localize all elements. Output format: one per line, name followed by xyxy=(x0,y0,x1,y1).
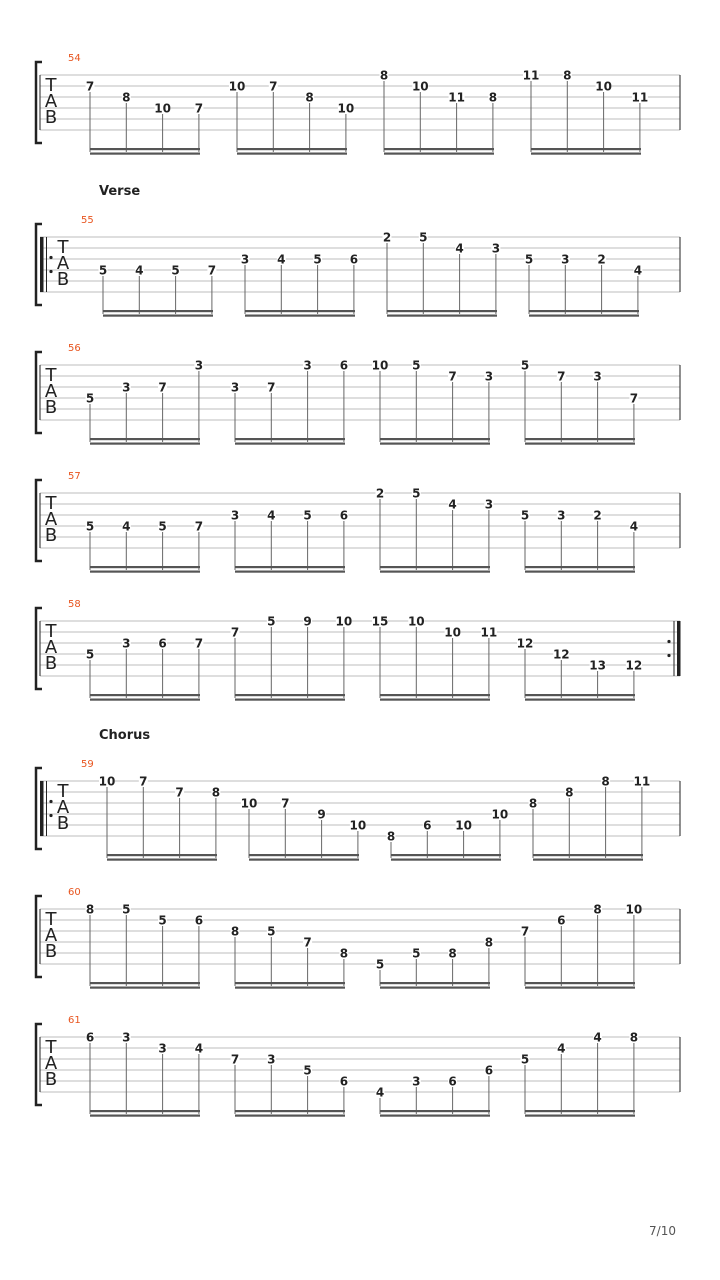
fret-number: 3 xyxy=(122,636,131,651)
system-bracket xyxy=(36,896,42,977)
beam xyxy=(533,859,643,861)
fret-number: 8 xyxy=(386,829,396,844)
fret-number: 7 xyxy=(267,380,276,395)
fret-number: 4 xyxy=(194,1041,204,1056)
repeat-start-thick-bar xyxy=(40,237,44,292)
fret-number: 3 xyxy=(230,508,240,523)
fret-number: 4 xyxy=(277,252,286,267)
fret-number: 12 xyxy=(516,636,534,651)
page-number: 7/10 xyxy=(649,1224,676,1238)
fret-number: 8 xyxy=(305,90,314,105)
fret-number: 10 xyxy=(444,625,461,640)
fret-number: 5 xyxy=(520,1052,530,1067)
tab-clef-letter: T xyxy=(45,621,57,642)
beam xyxy=(90,982,200,984)
tab-clef-letter: B xyxy=(56,813,70,834)
beam xyxy=(90,153,200,155)
beam xyxy=(525,699,635,701)
beam xyxy=(237,153,347,155)
tab-clef-letter: A xyxy=(44,925,58,946)
fret-number: 3 xyxy=(561,252,570,267)
beam xyxy=(380,571,490,573)
fret-number: 8 xyxy=(379,68,389,83)
beam xyxy=(90,148,200,150)
fret-number: 10 xyxy=(240,796,258,811)
beam xyxy=(525,982,635,984)
fret-number: 8 xyxy=(528,796,538,811)
fret-number: 8 xyxy=(339,946,349,961)
beam xyxy=(235,987,345,989)
fret-number: 3 xyxy=(303,358,312,373)
tab-system xyxy=(36,184,680,317)
repeat-start-thick-bar xyxy=(40,781,44,836)
measure-number: 54 xyxy=(68,53,81,64)
repeat-dot xyxy=(49,270,52,273)
fret-number: 10 xyxy=(455,818,472,833)
fret-number: 5 xyxy=(85,519,95,534)
fret-number: 3 xyxy=(230,380,240,395)
repeat-dot xyxy=(49,256,52,259)
fret-number: 10 xyxy=(337,101,355,116)
fret-number: 10 xyxy=(595,79,612,94)
system-bracket xyxy=(36,608,42,689)
fret-number: 5 xyxy=(412,486,421,501)
fret-number: 8 xyxy=(565,785,574,800)
beam xyxy=(380,699,490,701)
fret-number: 8 xyxy=(122,90,131,105)
tab-clef-letter: T xyxy=(45,75,57,96)
beam xyxy=(90,438,200,440)
fret-number: 5 xyxy=(158,913,167,928)
fret-number: 9 xyxy=(317,807,326,822)
beam xyxy=(380,694,490,696)
beam xyxy=(107,854,217,856)
fret-number: 6 xyxy=(194,913,204,928)
fret-number: 4 xyxy=(122,519,131,534)
fret-number: 10 xyxy=(98,774,116,789)
tab-clef-letter: A xyxy=(44,91,58,112)
beam xyxy=(90,1115,200,1117)
fret-number: 10 xyxy=(154,101,171,116)
fret-number: 6 xyxy=(85,1030,95,1045)
fret-number: 5 xyxy=(412,946,421,961)
fret-number: 5 xyxy=(85,391,95,406)
fret-number: 8 xyxy=(629,1030,639,1045)
fret-number: 8 xyxy=(211,785,221,800)
fret-number: 12 xyxy=(625,658,643,673)
fret-number: 7 xyxy=(557,369,566,384)
beam xyxy=(525,987,635,989)
beam xyxy=(249,859,359,861)
fret-number: 5 xyxy=(158,519,167,534)
fret-number: 2 xyxy=(382,230,392,245)
beam xyxy=(380,1110,490,1112)
fret-number: 3 xyxy=(267,1052,276,1067)
beam xyxy=(90,1110,200,1112)
tab-clef-letter: A xyxy=(44,637,58,658)
fret-number: 7 xyxy=(303,935,312,950)
tab-clef-letter: A xyxy=(44,1053,58,1074)
measure-number: 59 xyxy=(81,759,94,770)
beam xyxy=(525,571,635,573)
fret-number: 5 xyxy=(267,614,276,629)
fret-number: 10 xyxy=(491,807,509,822)
beam xyxy=(235,438,345,440)
fret-number: 8 xyxy=(85,902,95,917)
beam xyxy=(380,438,490,440)
beam xyxy=(529,315,639,317)
fret-number: 10 xyxy=(349,818,367,833)
fret-number: 5 xyxy=(267,924,276,939)
repeat-dot xyxy=(667,640,670,643)
fret-number: 4 xyxy=(448,497,457,512)
beam xyxy=(103,315,213,317)
fret-number: 5 xyxy=(412,358,421,373)
fret-number: 6 xyxy=(339,358,349,373)
tab-clef-letter: T xyxy=(45,1037,57,1058)
beam xyxy=(380,1115,490,1117)
beam xyxy=(380,443,490,445)
repeat-dot xyxy=(667,654,670,657)
system-bracket xyxy=(36,352,42,433)
tab-clef-letter: B xyxy=(44,107,58,128)
fret-number: 3 xyxy=(122,1030,131,1045)
fret-number: 6 xyxy=(339,508,349,523)
beam xyxy=(533,854,643,856)
fret-number: 3 xyxy=(557,508,566,523)
fret-number: 8 xyxy=(601,774,610,789)
measure-number: 57 xyxy=(68,471,81,482)
beam xyxy=(235,443,345,445)
tab-clef-letter: A xyxy=(44,509,58,530)
beam xyxy=(235,1115,345,1117)
beam xyxy=(235,699,345,701)
beam xyxy=(380,982,490,984)
fret-number: 4 xyxy=(557,1041,566,1056)
beam xyxy=(525,438,635,440)
fret-number: 7 xyxy=(139,774,148,789)
repeat-dot xyxy=(49,814,52,817)
fret-number: 7 xyxy=(85,79,95,94)
fret-number: 10 xyxy=(228,79,246,94)
fret-number: 3 xyxy=(194,358,204,373)
fret-number: 7 xyxy=(281,796,290,811)
beam xyxy=(249,854,359,856)
fret-number: 10 xyxy=(407,614,425,629)
beam xyxy=(245,315,355,317)
tab-system xyxy=(36,343,680,445)
fret-number: 13 xyxy=(589,658,606,673)
fret-number: 7 xyxy=(269,79,278,94)
beam xyxy=(531,148,641,150)
fret-number: 10 xyxy=(625,902,643,917)
tab-clef-letter: A xyxy=(44,381,58,402)
fret-number: 3 xyxy=(491,241,501,256)
fret-number: 11 xyxy=(633,774,651,789)
fret-number: 11 xyxy=(631,90,649,105)
beam xyxy=(90,566,200,568)
tab-system xyxy=(36,599,681,701)
tab-clef-letter: B xyxy=(44,941,58,962)
beam xyxy=(90,443,200,445)
fret-number: 2 xyxy=(597,252,606,267)
fret-number: 5 xyxy=(419,230,428,245)
section-label: Verse xyxy=(99,184,141,199)
beam xyxy=(90,571,200,573)
repeat-dot xyxy=(49,800,52,803)
fret-number: 5 xyxy=(85,647,95,662)
beam xyxy=(525,1115,635,1117)
tab-clef-letter: B xyxy=(44,397,58,418)
beam xyxy=(380,987,490,989)
fret-number: 5 xyxy=(375,957,385,972)
fret-number: 8 xyxy=(593,902,602,917)
fret-number: 5 xyxy=(98,263,108,278)
tab-clef-letter: B xyxy=(44,1069,58,1090)
tab-clef-letter: A xyxy=(56,253,70,274)
beam xyxy=(103,310,213,312)
fret-number: 5 xyxy=(520,508,530,523)
fret-number: 4 xyxy=(375,1085,385,1100)
fret-number: 5 xyxy=(524,252,534,267)
fret-number: 9 xyxy=(303,614,312,629)
fret-number: 8 xyxy=(563,68,572,83)
system-bracket xyxy=(36,62,42,143)
measure-number: 58 xyxy=(68,599,81,610)
beam xyxy=(525,443,635,445)
fret-number: 10 xyxy=(411,79,429,94)
fret-number: 7 xyxy=(158,380,167,395)
tab-clef-letter: B xyxy=(44,525,58,546)
fret-number: 5 xyxy=(171,263,180,278)
fret-number: 4 xyxy=(455,241,464,256)
tab-clef-letter: B xyxy=(56,269,70,290)
fret-number: 7 xyxy=(194,101,204,116)
fret-number: 4 xyxy=(593,1030,602,1045)
fret-number: 6 xyxy=(557,913,566,928)
tab-system xyxy=(36,1015,680,1117)
beam xyxy=(235,571,345,573)
beam xyxy=(384,153,494,155)
fret-number: 2 xyxy=(593,508,602,523)
fret-number: 3 xyxy=(484,369,494,384)
beam xyxy=(384,148,494,150)
fret-number: 6 xyxy=(349,252,359,267)
tab-clef-letter: T xyxy=(45,909,57,930)
fret-number: 5 xyxy=(520,358,530,373)
fret-number: 12 xyxy=(552,647,570,662)
beam xyxy=(525,566,635,568)
fret-number: 6 xyxy=(158,636,167,651)
tab-clef-letter: T xyxy=(57,237,69,258)
beam xyxy=(235,1110,345,1112)
beam xyxy=(380,566,490,568)
fret-number: 15 xyxy=(371,614,389,629)
tab-clef-letter: T xyxy=(57,781,69,802)
section-label: Chorus xyxy=(99,728,151,743)
fret-number: 7 xyxy=(230,1052,240,1067)
fret-number: 5 xyxy=(303,508,312,523)
beam xyxy=(391,859,501,861)
fret-number: 4 xyxy=(135,263,144,278)
fret-number: 7 xyxy=(194,636,204,651)
fret-number: 3 xyxy=(240,252,250,267)
fret-number: 2 xyxy=(375,486,385,501)
fret-number: 5 xyxy=(303,1063,312,1078)
tab-system xyxy=(36,471,680,573)
fret-number: 6 xyxy=(423,818,432,833)
fret-number: 5 xyxy=(313,252,322,267)
fret-number: 7 xyxy=(520,924,530,939)
measure-number: 55 xyxy=(81,215,94,226)
tab-system xyxy=(36,53,680,155)
fret-number: 8 xyxy=(230,924,240,939)
beam xyxy=(245,310,355,312)
fret-number: 4 xyxy=(629,519,639,534)
system-bracket xyxy=(36,480,42,561)
fret-number: 10 xyxy=(371,358,389,373)
fret-number: 10 xyxy=(335,614,353,629)
fret-number: 7 xyxy=(230,625,240,640)
fret-number: 7 xyxy=(448,369,457,384)
beam xyxy=(235,566,345,568)
measure-number: 60 xyxy=(68,887,81,898)
fret-number: 11 xyxy=(522,68,540,83)
fret-number: 11 xyxy=(480,625,498,640)
fret-number: 7 xyxy=(207,263,217,278)
system-bracket xyxy=(36,1024,42,1105)
fret-number: 3 xyxy=(158,1041,167,1056)
fret-number: 8 xyxy=(488,90,498,105)
fret-number: 6 xyxy=(448,1074,457,1089)
beam xyxy=(235,982,345,984)
tab-system xyxy=(36,728,680,861)
beam xyxy=(529,310,639,312)
fret-number: 8 xyxy=(484,935,494,950)
beam xyxy=(387,315,497,317)
beam xyxy=(90,987,200,989)
measure-number: 61 xyxy=(68,1015,81,1026)
tab-clef-letter: B xyxy=(44,653,58,674)
tab-system xyxy=(36,887,680,989)
beam xyxy=(235,694,345,696)
fret-number: 8 xyxy=(448,946,457,961)
fret-number: 4 xyxy=(633,263,643,278)
beam xyxy=(525,1110,635,1112)
fret-number: 7 xyxy=(629,391,639,406)
fret-number: 7 xyxy=(175,785,184,800)
tab-clef-letter: T xyxy=(45,365,57,386)
beam xyxy=(90,699,200,701)
tab-clef-letter: T xyxy=(45,493,57,514)
fret-number: 5 xyxy=(122,902,131,917)
beam xyxy=(531,153,641,155)
fret-number: 7 xyxy=(194,519,204,534)
beam xyxy=(107,859,217,861)
fret-number: 11 xyxy=(448,90,465,105)
beam xyxy=(391,854,501,856)
fret-number: 6 xyxy=(484,1063,494,1078)
fret-number: 3 xyxy=(412,1074,421,1089)
beam xyxy=(237,148,347,150)
fret-number: 6 xyxy=(339,1074,349,1089)
beam xyxy=(525,694,635,696)
beam xyxy=(90,694,200,696)
beam xyxy=(387,310,497,312)
measure-number: 56 xyxy=(68,343,81,354)
fret-number: 3 xyxy=(484,497,494,512)
fret-number: 3 xyxy=(122,380,131,395)
fret-number: 3 xyxy=(593,369,602,384)
repeat-end-thick-bar xyxy=(677,621,681,676)
fret-number: 4 xyxy=(267,508,276,523)
tab-clef-letter: A xyxy=(56,797,70,818)
